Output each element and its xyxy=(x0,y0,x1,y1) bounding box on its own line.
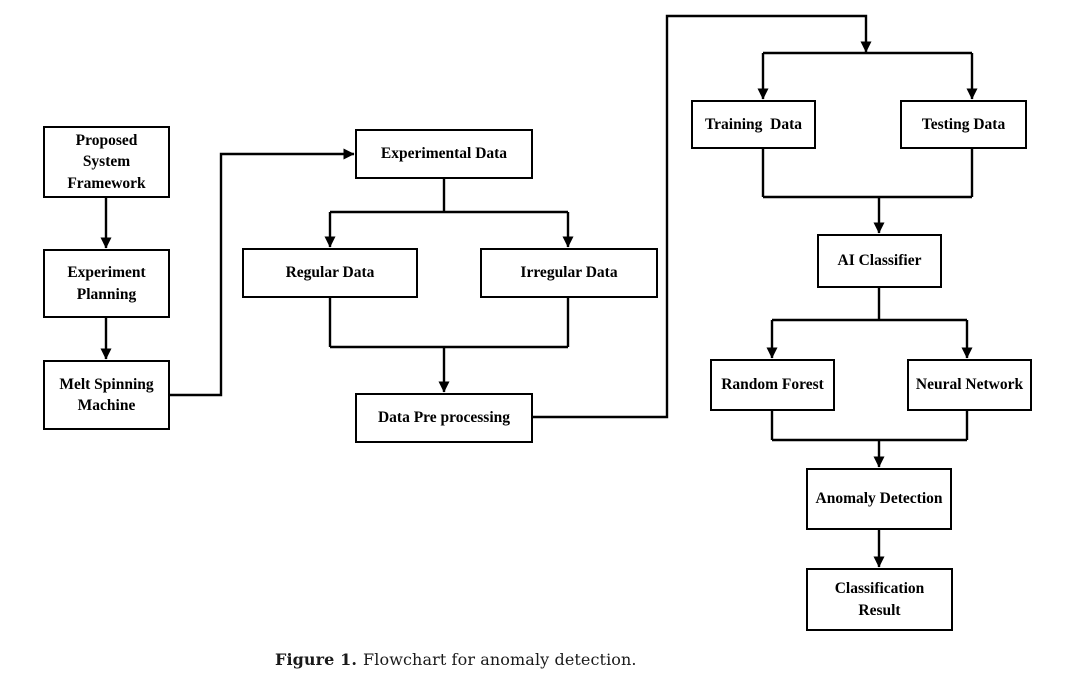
node-classification-result: Classification Result xyxy=(806,568,953,631)
node-training-data: Training Data xyxy=(691,100,816,149)
node-ai-classifier: AI Classifier xyxy=(817,234,942,288)
node-experiment-planning: Experiment Planning xyxy=(43,249,170,318)
figure-caption-label: Figure 1. xyxy=(275,650,358,669)
node-neural-network: Neural Network xyxy=(907,359,1032,411)
node-irregular-data: Irregular Data xyxy=(480,248,658,298)
node-regular-data: Regular Data xyxy=(242,248,418,298)
node-anomaly-detection: Anomaly Detection xyxy=(806,468,952,530)
node-data-pre-processing: Data Pre processing xyxy=(355,393,533,443)
node-random-forest: Random Forest xyxy=(710,359,835,411)
figure-caption xyxy=(275,650,835,669)
node-proposed-system-framework: Proposed System Framework xyxy=(43,126,170,198)
edge-preprocessing-to-topright xyxy=(533,16,866,417)
figure-caption-text: Flowchart for anomaly detection. xyxy=(363,650,637,669)
node-testing-data: Testing Data xyxy=(900,100,1027,149)
node-experimental-data: Experimental Data xyxy=(355,129,533,179)
node-melt-spinning-machine: Melt Spinning Machine xyxy=(43,360,170,430)
